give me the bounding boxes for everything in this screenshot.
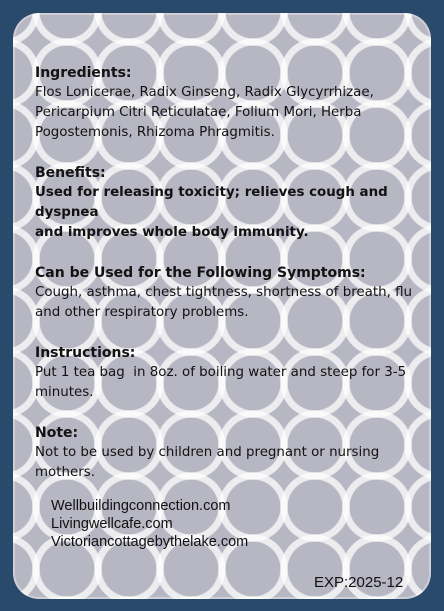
symptoms-line-1: Cough, asthma, chest tightness, shortness of breath, flu: [35, 285, 413, 300]
benefits-heading: Benefits:: [35, 165, 106, 181]
website-list: [51, 497, 248, 551]
website-link-2: Livingwellcafe.com: [51, 516, 173, 532]
note-section: [35, 424, 415, 483]
symptoms-line-2: and other respiratory problems.: [35, 305, 249, 320]
symptoms-heading: Can be Used for the Following Symptoms:: [35, 265, 366, 281]
ingredients-line-1: Flos Lonicerae, Radix Ginseng, Radix Glycyrrhizae,: [35, 85, 374, 100]
benefits-section: [35, 164, 415, 243]
ingredients-line-3: Pogostemonis, Rhizoma Phragmitis.: [35, 125, 275, 140]
label-content: [35, 64, 415, 504]
note-heading: Note:: [35, 425, 79, 441]
note-line-1: Not to be used by children and pregnant or nursing: [35, 445, 380, 460]
expiry-date: EXP:2025-12: [314, 574, 404, 591]
instructions-section: [35, 344, 415, 403]
note-line-2: mothers.: [35, 465, 95, 480]
ingredients-line-2: Pericarpium Citri Reticulatae, Folium Mori, Herba: [35, 105, 362, 120]
symptoms-section: [35, 264, 415, 323]
ingredients-section: [35, 64, 415, 143]
instructions-heading: Instructions:: [35, 345, 136, 361]
instructions-line-2: minutes.: [35, 385, 94, 400]
label-card: [13, 13, 431, 599]
instructions-line-1: Put 1 tea bag in 8oz. of boiling water and steep for 3-5: [35, 365, 407, 380]
website-link-1: Wellbuildingconnection.com: [51, 498, 231, 514]
ingredients-heading: Ingredients:: [35, 65, 132, 81]
benefits-line-2: and improves whole body immunity.: [35, 225, 309, 240]
website-link-3: Victoriancottagebythelake.com: [51, 534, 249, 550]
benefits-line-1: Used for releasing toxicity; relieves cough and dyspnea: [35, 185, 388, 220]
